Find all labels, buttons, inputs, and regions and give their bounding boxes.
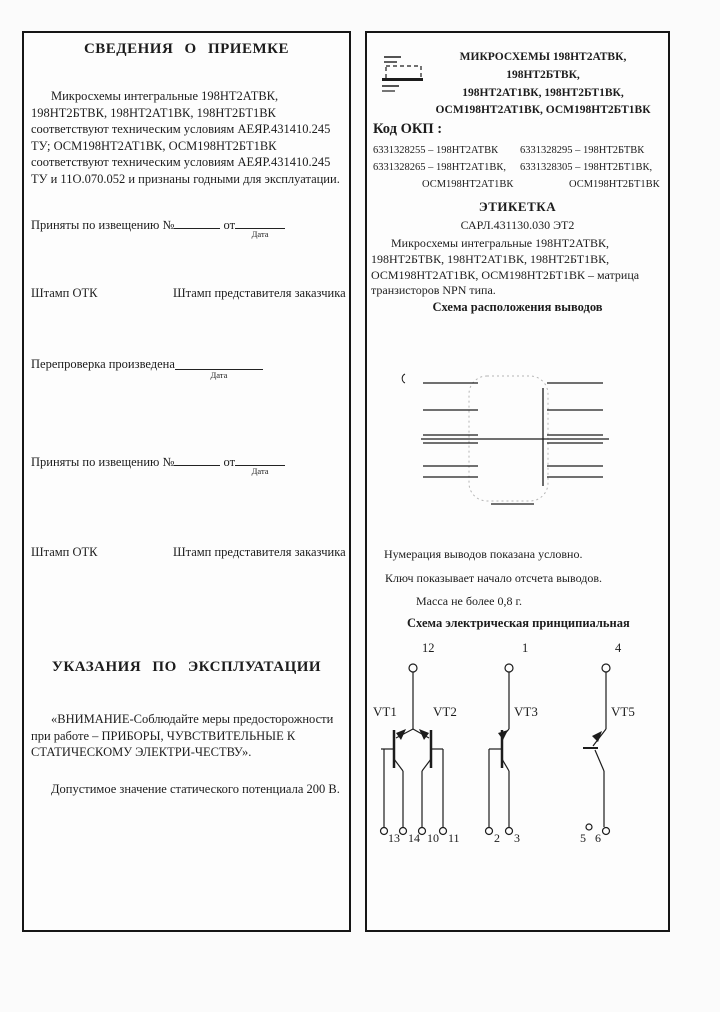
chip-description: Микросхемы интегральные 198НТ2АТВК, 198НТ2БТВК, 198НТ2АТ1ВК, 198НТ2БТ1ВК, ОСМ198НТ2АТ1ВК, ОСМ198НТ2БТ1ВК – матрица транзисторов NPN типа. (371, 236, 640, 298)
bottom-pin-label: 10 (427, 831, 439, 845)
chip-title-line2: 198НТ2АТ1ВК, 198НТ2БТ1ВК, (462, 86, 624, 99)
transistor-label: VT5 (611, 704, 635, 719)
bottom-pin-label: 13 (388, 831, 400, 845)
okp-code: 6331328255 – 198НТ2АТВК (373, 145, 499, 156)
usage-warning: «ВНИМАНИЕ-Соблюдайте меры предосторожности при работе – ПРИБОРЫ, ЧУВСТВИТЕЛЬНЫЕ К СТАТИЧЕСКОМУ ЭЛЕКТРИ-ЧЕСТВУ». (31, 712, 334, 759)
note-numbering: Нумерация выводов показана условно. (384, 547, 583, 561)
terminal-circle (603, 828, 610, 835)
bottom-pin-label: 3 (514, 831, 520, 845)
stamp-customer-label: Штамп представителя заказчика (173, 545, 346, 559)
date-caption: Дата (210, 369, 228, 380)
accepted-row-2 (31, 453, 343, 476)
okp-label: Код ОКП : (373, 121, 443, 137)
pin-layout-title: Схема расположения выводов (432, 300, 603, 314)
top-pin-label: 4 (615, 641, 622, 655)
arrowhead (396, 729, 406, 740)
notice-number-blank (174, 453, 220, 466)
bottom-pin-label: 14 (408, 831, 420, 845)
date-blank (235, 453, 285, 466)
bottom-pin-label: 2 (494, 831, 500, 845)
stamp-otk-label: Штамп ОТК (31, 286, 98, 300)
etiketka-title: ЭТИКЕТКА (478, 199, 557, 214)
accepted-label: Приняты по извещению № (31, 217, 175, 232)
transistor-label: VT3 (514, 704, 538, 719)
schematic-title: Схема электрическая принципиальная (407, 616, 630, 630)
accepted-row-1 (31, 216, 343, 239)
okp-code: ОСМ198НТ2БТ1ВК (569, 179, 660, 190)
terminal-circle (400, 828, 407, 835)
terminal-circle (486, 828, 493, 835)
stamp-row-1 (31, 286, 346, 301)
okp-code: 6331328265 – 198НТ2АТ1ВК, (373, 162, 506, 173)
arrowhead (498, 730, 508, 740)
arrowhead (419, 729, 429, 740)
stamp-row-2 (31, 545, 346, 560)
bottom-pin-label: 11 (448, 831, 460, 845)
terminal-circle (586, 824, 592, 830)
chip-title-line3: ОСМ198НТ2АТ1ВК, ОСМ198НТ2БТ1ВК (435, 104, 651, 117)
transistor-vt2 (413, 729, 443, 827)
acceptance-intro: Микросхемы интегральные 198НТ2АТВК, 198НТ2БТВК, 198НТ2АТ1ВК, 198НТ2БТ1ВК соответствуют техническим условиям АЕЯР.431410.245 ТУ; ОСМ198НТ2АТ1ВК, ОСМ198НТ2БТ1ВК соответствуют техническим условиям АЕЯР.431410.245 ТУ и 11О.070.052 и признаны годными для эксплуатации. (31, 89, 340, 186)
recheck-blank (175, 357, 263, 370)
top-pin-label: 1 (522, 641, 529, 655)
note-key: Ключ показывает начало отсчета выводов. (385, 571, 602, 585)
stamp-customer-label: Штамп представителя заказчика (173, 286, 346, 300)
label-page (365, 31, 670, 932)
chip-title (422, 49, 664, 120)
transistor-label: VT2 (433, 704, 457, 719)
ot-label: от (223, 454, 236, 469)
recheck-label: Перепроверка произведена (31, 357, 175, 371)
terminal-circle (505, 664, 513, 672)
recheck-row (31, 357, 343, 380)
top-pin-label: 12 (422, 641, 435, 655)
date-blank (235, 216, 285, 229)
okp-code: 6331328295 – 198НТ2БТВК (520, 145, 645, 156)
terminal-circle (602, 664, 610, 672)
terminal-circle (381, 828, 388, 835)
key-mark-icon (402, 374, 405, 383)
accepted-label: Приняты по извещению № (31, 454, 175, 469)
transistor-vt3 (489, 729, 509, 827)
note-mass: Масса не более 0,8 г. (416, 594, 523, 608)
doc-number: САРЛ.431130.030 ЭТ2 (460, 218, 575, 232)
bottom-pin-label: 5 (580, 831, 586, 845)
terminal-circle (440, 828, 447, 835)
static-note: Допустимое значение статического потенциала 200 В. (51, 782, 340, 796)
okp-code: ОСМ198НТ2АТ1ВК (422, 179, 514, 190)
terminal-circle (409, 664, 417, 672)
bottom-pin-label: 6 (595, 831, 601, 845)
chip-title-line1: МИКРОСХЕМЫ 198НТ2АТВК, 198НТ2БТВК, (459, 51, 627, 81)
transistor-label: VT1 (373, 704, 397, 719)
date-caption: Дата (251, 228, 269, 239)
date-blank-wrap (235, 453, 285, 476)
pin-layout-diagram (367, 371, 667, 521)
notice-number-blank (174, 216, 220, 229)
okp-code: 6331328305 – 198НТ2БТ1ВК, (520, 162, 653, 173)
terminal-circle (506, 828, 513, 835)
stamp-otk-label: Штамп ОТК (31, 545, 98, 559)
date-blank-wrap (235, 216, 285, 239)
transistor-vt5 (583, 729, 606, 827)
usage-title: УКАЗАНИЯ ПО ЭКСПЛУАТАЦИИ (51, 659, 322, 675)
electrical-schematic (367, 637, 667, 857)
recheck-date-wrap (175, 357, 263, 380)
acceptance-title: СВЕДЕНИЯ О ПРИЕМКЕ (83, 41, 290, 57)
ot-label: от (223, 217, 236, 232)
acceptance-page (22, 31, 351, 932)
date-caption: Дата (251, 465, 269, 476)
transistor-vt1 (381, 729, 413, 827)
